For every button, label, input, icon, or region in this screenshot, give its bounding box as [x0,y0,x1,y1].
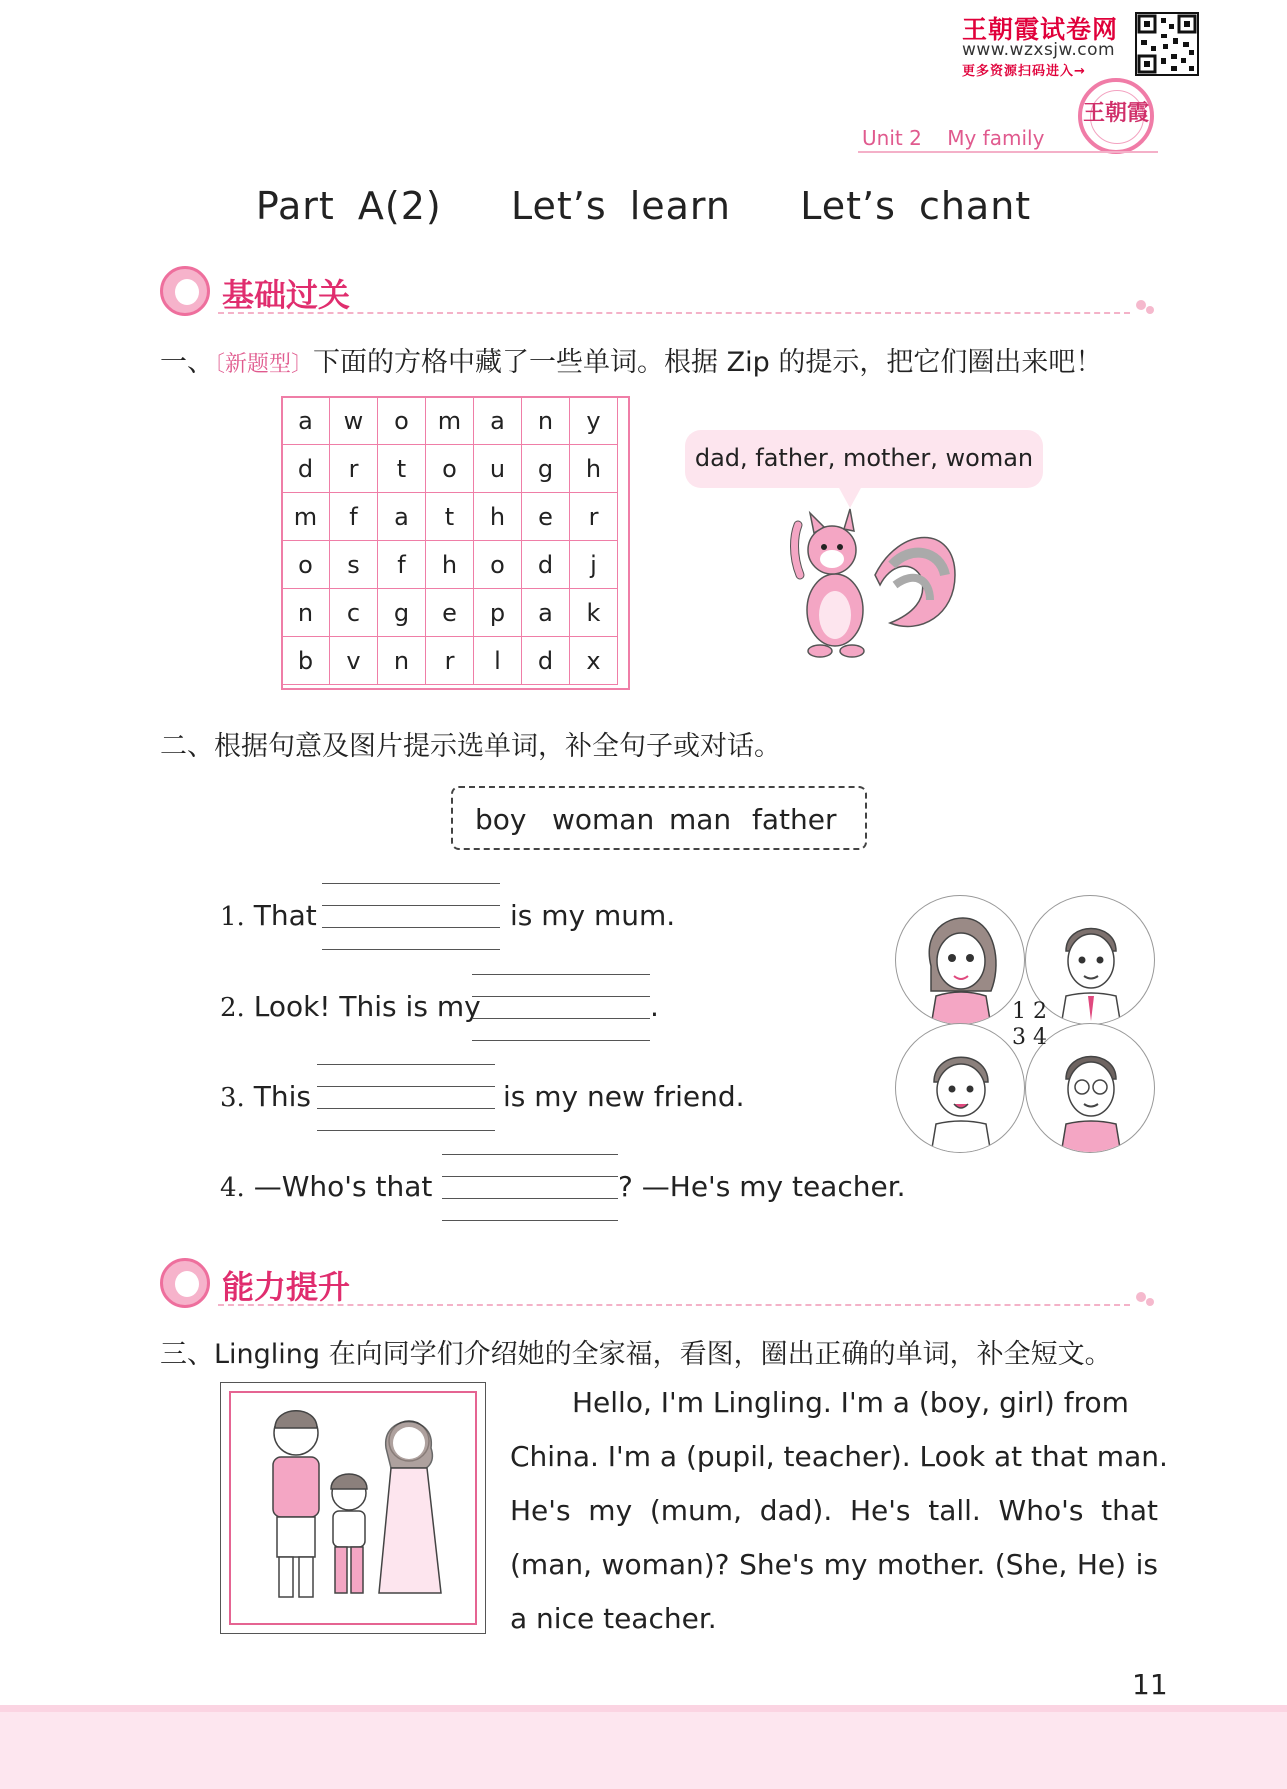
grid-cell[interactable]: e [426,589,474,637]
answer-blank-1[interactable] [322,883,500,949]
grid-row [282,637,618,685]
grid-cell[interactable]: o [426,445,474,493]
question-2-prompt [160,724,781,763]
divider-dot [1146,1298,1154,1306]
grid-cell[interactable]: f [378,541,426,589]
word-bank-item: boy [475,803,527,836]
grid-cell[interactable]: l [474,637,522,685]
unit-label: Unit 2 My family [862,126,1045,150]
item-text-before: That [253,899,317,932]
word-bank-item: father [752,803,837,836]
grid-cell[interactable]: k [570,589,618,637]
fill-item-1 [220,899,317,932]
grid-cell[interactable]: m [426,397,474,445]
grid-cell[interactable]: u [474,445,522,493]
item-text-before: Look! This is my [253,990,481,1023]
grid-cell[interactable]: r [330,445,378,493]
grid-cell[interactable]: h [426,541,474,589]
grid-cell[interactable]: o [282,541,330,589]
question-text: Lingling 在向同学们介绍她的全家福，看图，圈出正确的单词，补全短文。 [214,1339,1112,1370]
four-portraits-picture [895,895,1160,1153]
passage-line-4: (man, woman)? She's my mother. (She, He) is [510,1548,1158,1581]
passage-line-1: Hello, I'm Lingling. I'm a (boy, girl) from [572,1386,1129,1419]
grid-cell[interactable]: w [330,397,378,445]
portrait-woman [895,895,1025,1025]
question-1-prompt [160,340,1102,379]
answer-blank-4[interactable] [442,1154,618,1220]
answer-blank-3[interactable] [317,1064,495,1130]
grid-cell[interactable]: g [522,445,570,493]
passage-line-5: a nice teacher. [510,1602,717,1635]
item-text-after: ? —He's my teacher. [618,1170,906,1203]
question-text: 根据句意及图片提示选单词，补全句子或对话。 [214,731,781,762]
divider-dot [1146,306,1154,314]
picture-label-4: 4 [1033,1025,1047,1050]
grid-cell[interactable]: o [474,541,522,589]
question-3-prompt [160,1332,1112,1371]
grid-cell[interactable]: h [570,445,618,493]
word-bank-item: man [669,803,732,836]
item-number: 4. [220,1173,245,1203]
passage-line-3: He's my (mum, dad). He's tall. Who's that [510,1494,1158,1527]
grid-cell[interactable]: e [522,493,570,541]
portrait-boy [895,1023,1025,1153]
grid-cell[interactable]: b [282,637,330,685]
grid-row [282,541,618,589]
grid-cell[interactable]: o [378,397,426,445]
grid-cell[interactable]: y [570,397,618,445]
divider-dot [1136,1292,1146,1302]
grid-row [282,445,618,493]
grid-cell[interactable]: r [426,637,474,685]
brand-more-text: 更多资源扫码进入→ [962,64,1086,79]
grid-cell[interactable]: g [378,589,426,637]
qr-code-icon[interactable] [1135,12,1199,76]
fill-item-4 [220,1170,432,1203]
question-text: 下面的方格中藏了一些单词。根据 Zip 的提示，把它们圈出来吧！ [313,347,1103,378]
hint-text: dad, father, mother, woman [694,444,1034,472]
picture-label-2: 2 [1033,999,1047,1024]
brand-url: www.wzxsjw.com [962,40,1116,60]
grid-row [282,397,618,445]
page-title: Part A(2) Let’s learn Let’s chant [255,184,1032,228]
grid-row [282,589,618,637]
item-number: 3. [220,1083,245,1113]
item-text-before: —Who's that [253,1170,433,1203]
grid-cell[interactable]: a [378,493,426,541]
item-number: 1. [220,902,245,932]
question-number: 三、 [160,1339,214,1370]
item-text-after: is my new friend. [503,1080,745,1113]
section-heading-basic: 基础过关 [222,276,351,314]
grid-cell[interactable]: n [282,589,330,637]
item-text-after: . [650,990,659,1023]
grid-cell[interactable]: a [522,589,570,637]
grid-row [282,493,618,541]
grid-cell[interactable]: d [282,445,330,493]
grid-cell[interactable]: p [474,589,522,637]
grid-cell[interactable]: s [330,541,378,589]
new-type-tag: 〔新题型〕 [214,352,314,377]
fill-item-3 [220,1080,311,1113]
grid-cell[interactable]: d [522,637,570,685]
word-search-grid [281,396,618,685]
grid-cell[interactable]: d [522,541,570,589]
section-mascot-icon [160,1258,210,1308]
word-bank-item: woman [552,803,655,836]
divider-dot [1136,300,1146,310]
item-text-after: is my mum. [510,899,676,932]
grid-cell[interactable]: x [570,637,618,685]
grid-cell[interactable]: r [570,493,618,541]
fill-item-2 [220,990,481,1023]
grid-cell[interactable]: t [378,445,426,493]
unit-underline [858,151,1158,153]
brand-name: 王朝霞试卷网 [962,15,1119,44]
grid-cell[interactable]: v [330,637,378,685]
question-number: 一、 [160,347,214,378]
footer-band [0,1712,1287,1789]
question-number: 二、 [160,731,214,762]
seal-text: 王朝霞 [1082,100,1149,126]
page-number: 11 [1132,1668,1168,1701]
answer-blank-2[interactable] [472,974,650,1040]
section-mascot-icon [160,266,210,316]
grid-cell[interactable]: h [474,493,522,541]
brand-seal-logo [1078,78,1154,154]
grid-cell[interactable]: j [570,541,618,589]
section-divider [218,312,1130,314]
grid-cell[interactable]: a [282,397,330,445]
item-number: 2. [220,993,245,1023]
grid-cell[interactable]: f [330,493,378,541]
grid-cell[interactable]: c [330,589,378,637]
grid-cell[interactable]: n [378,637,426,685]
section-heading-advanced: 能力提升 [222,1268,351,1306]
grid-cell[interactable]: n [522,397,570,445]
item-text-before: This [253,1080,311,1113]
picture-label-3: 3 [1012,1025,1026,1050]
zip-squirrel-illustration [780,505,970,665]
section-divider [218,1304,1130,1306]
family-photo [220,1382,486,1634]
grid-cell[interactable]: m [282,493,330,541]
grid-cell[interactable]: a [474,397,522,445]
grid-cell[interactable]: t [426,493,474,541]
picture-label-1: 1 [1012,999,1026,1024]
passage-line-2: China. I'm a (pupil, teacher). Look at that man. [510,1440,1168,1473]
